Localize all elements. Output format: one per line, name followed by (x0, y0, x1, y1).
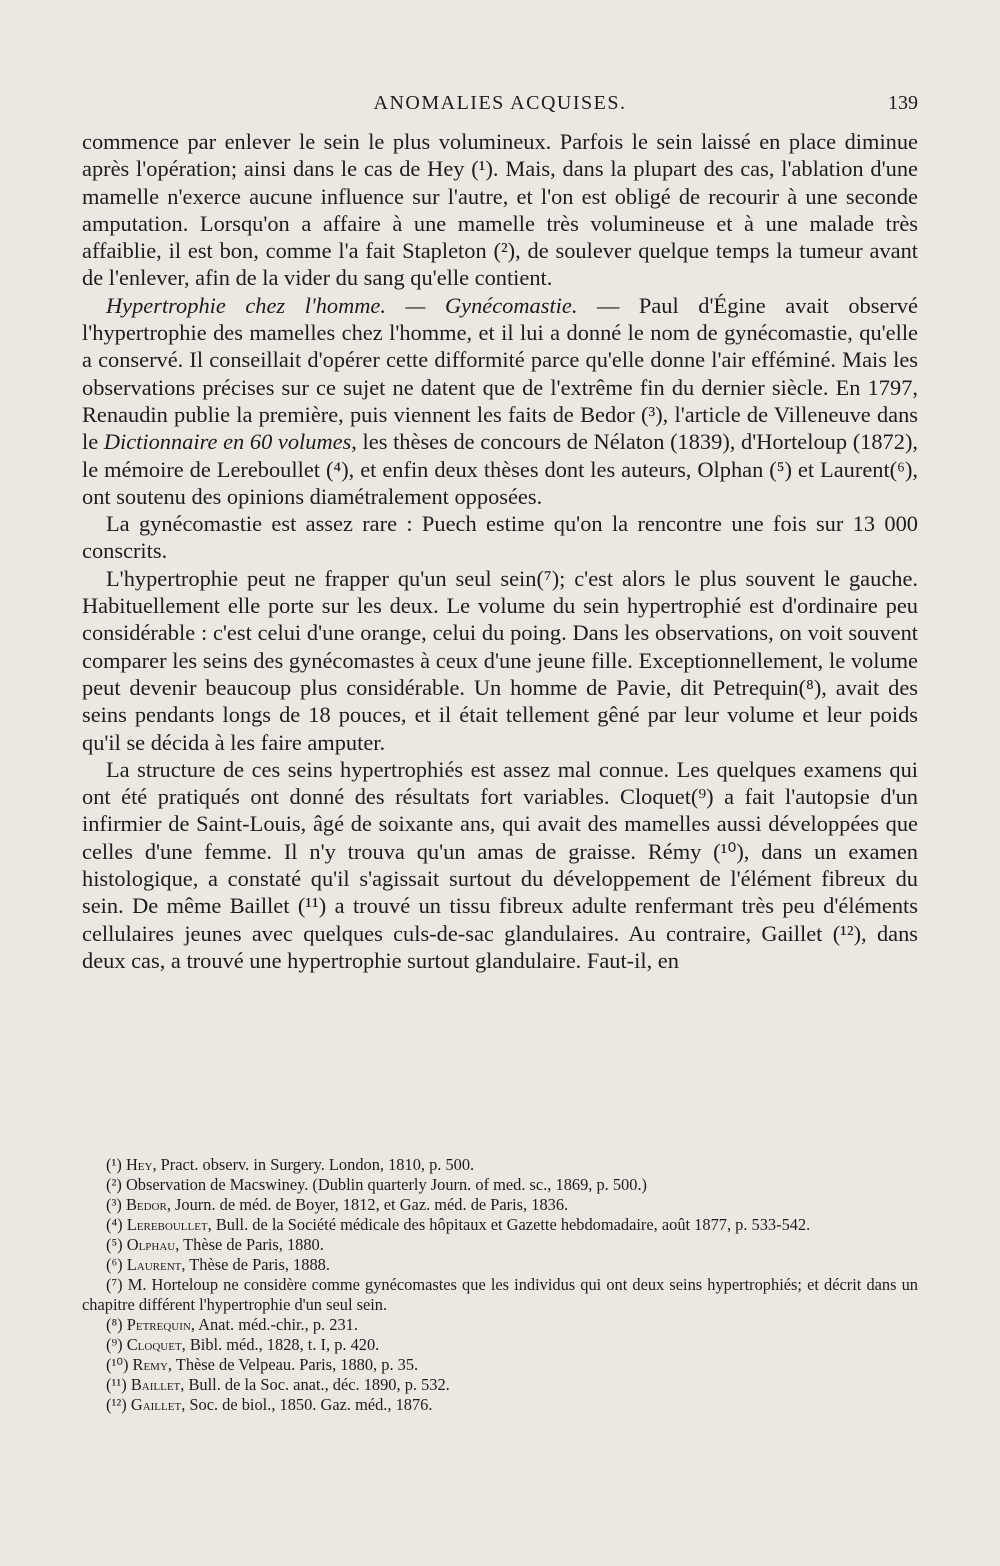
footnote-mark: (¹²) (106, 1395, 127, 1414)
footnote-text: , Anat. méd.-chir., p. 231. (190, 1315, 358, 1334)
footnote-author: Olphau (126, 1235, 176, 1254)
footnote (82, 1195, 918, 1215)
footnote (82, 1155, 918, 1175)
footnote (82, 1375, 918, 1395)
footnote-author: Bedor (125, 1195, 167, 1214)
footnote (82, 1395, 918, 1415)
page-number: 139 (888, 92, 918, 114)
footnote-text: , Journ. de méd. de Boyer, 1812, et Gaz. méd. de Paris, 1836. (166, 1195, 569, 1214)
footnote-text: M. Horteloup ne considère comme gynécomastes que les individus qui ont deux seins hypertrophiés; et décrit dans un chapitre différent l'hypertrophie d'un seul sein. (82, 1275, 918, 1314)
footnote-author: Remy (132, 1355, 168, 1374)
footnote (82, 1215, 918, 1235)
section-heading: Hypertrophie chez l'homme. — Gynécomastie. (106, 292, 578, 318)
footnote-mark: (⁴) (106, 1215, 123, 1234)
footnote-mark: (⁸) (106, 1315, 123, 1334)
footnote (82, 1335, 918, 1355)
main-text (82, 128, 918, 974)
footnote-author: Petrequin (126, 1315, 191, 1334)
footnote-text: , Bibl. méd., 1828, t. I, p. 420. (181, 1335, 380, 1354)
footnote-text: Observation de Macswiney. (Dublin quarterly Journ. of med. sc., 1869, p. 500.) (125, 1175, 648, 1194)
footnote-mark: (¹¹) (106, 1375, 127, 1394)
footnote-text: , Thèse de Paris, 1888. (181, 1255, 330, 1274)
paragraph-5: La structure de ces seins hypertrophiés est assez mal connue. Les quelques examens qui ont été pratiqués ont donné des résultats fort variables. Cloquet(⁹) a fait l'autopsie d'un infirmier de Saint-Louis, âgé de soixante ans, qui avait des mamelles aussi développées que celles d'une femme. Il n'y trouva qu'un amas de graisse. Rémy (¹⁰), dans un examen histologique, a constaté qu'il s'agissait surtout du développement de l'élément fibreux du sein. De même Baillet (¹¹) a trouvé un tissu fibreux adulte renfermant très peu d'éléments cellulaires jeunes avec quelques culs-de-sac glandulaires. Au contraire, Gaillet (¹²), dans deux cas, a trouvé une hypertrophie surtout glandulaire. Faut-il, en (82, 756, 918, 973)
footnote-author: Hey (125, 1155, 153, 1174)
footnote-mark: (¹) (106, 1155, 122, 1174)
footnote-text: , Soc. de biol., 1850. Gaz. méd., 1876. (181, 1395, 433, 1414)
footnote-author: Lereboullet (126, 1215, 208, 1234)
paragraph-2-text-b: , les thèses de concours de Nélaton (1839), d'Horteloup (1872), le mémoire de Lereboullet (⁴), et enfin deux thèses dont les auteurs, Olphan (⁵) et Laurent(⁶), ont soutenu des opinions diamétralement opposées. (82, 429, 918, 509)
footnote-mark: (¹⁰) (106, 1355, 129, 1374)
paragraph-2 (82, 292, 918, 510)
paragraph-2-text-a: — Paul d'Égine avait observé l'hypertrophie des mamelles chez l'homme, et il lui a donné le nom de gynécomastie, qu'elle a conservé. Il conseillait d'opérer cette difformité parce qu'elle donne l'air efféminé. Mais les observations précises sur ce sujet ne datent que de l'extrême fin du dernier siècle. En 1797, Renaudin publie la première, puis viennent les faits de Bedor (³), l'article de Villeneuve dans le (82, 292, 918, 455)
footnote (82, 1275, 918, 1315)
footnote-text: , Pract. observ. in Surgery. London, 1810, p. 500. (152, 1155, 475, 1174)
running-title: ANOMALIES ACQUISES. (373, 92, 627, 114)
footnote-mark: (⁷) (106, 1275, 123, 1294)
footnote (82, 1255, 918, 1275)
paragraph-3: La gynécomastie est assez rare : Puech estime qu'on la rencontre une fois sur 13 000 conscrits. (82, 511, 918, 564)
footnote-text: , Bull. de la Société médicale des hôpitaux et Gazette hebdomadaire, août 1877, p. 533-542. (207, 1215, 811, 1234)
footnote-author: Gaillet (130, 1395, 182, 1414)
footnote-author: Laurent (126, 1255, 182, 1274)
footnote-text: , Thèse de Paris, 1880. (175, 1235, 324, 1254)
footnote-mark: (²) (106, 1175, 122, 1194)
paragraph-1: commence par enlever le sein le plus volumineux. Parfois le sein laissé en place diminue après l'opération; ainsi dans le cas de Hey (¹). Mais, dans la plupart des cas, l'ablation d'une mamelle n'exerce aucune influence sur l'autre, et l'on est obligé de recourir à une seconde amputation. Lorsqu'on a affaire à une mamelle très volumineuse et à une malade très affaiblie, il est bon, comme l'a fait Stapleton (²), de soulever quelque temps la tumeur avant de l'enlever, afin de la vider du sang qu'elle contient. (82, 129, 918, 291)
footnote-mark: (⁹) (106, 1335, 123, 1354)
footnote-author: Cloquet (126, 1335, 182, 1354)
footnote (82, 1315, 918, 1335)
paragraph-4: L'hypertrophie peut ne frapper qu'un seul sein(⁷); c'est alors le plus souvent le gauche. Habituellement elle porte sur les deux. Le volume du sein hypertrophié est d'ordinaire peu considérable : c'est celui d'une orange, celui du poing. Dans les observations, on voit souvent comparer les seins des gynécomastes à ceux d'une jeune fille. Exceptionnellement, le volume peut devenir beaucoup plus considérable. Un homme de Pavie, dit Petrequin(⁸), avait des seins pendants longs de 18 pouces, et il était tellement gêné par leur volume et leur poids qu'il se décida à les faire amputer. (82, 565, 918, 755)
footnote (82, 1235, 918, 1255)
footnote (82, 1355, 918, 1375)
running-head (82, 92, 918, 122)
footnote-mark: (⁵) (106, 1235, 123, 1254)
footnote-text: , Thèse de Velpeau. Paris, 1880, p. 35. (167, 1355, 419, 1374)
footnote-mark: (⁶) (106, 1255, 123, 1274)
footnote-text: , Bull. de la Soc. anat., déc. 1890, p. 532. (180, 1375, 450, 1394)
footnotes (82, 1155, 918, 1415)
dictionary-title: Dictionnaire en 60 volumes (103, 429, 352, 455)
footnote (82, 1175, 918, 1195)
footnote-author: Baillet (130, 1375, 181, 1394)
footnote-mark: (³) (106, 1195, 122, 1214)
